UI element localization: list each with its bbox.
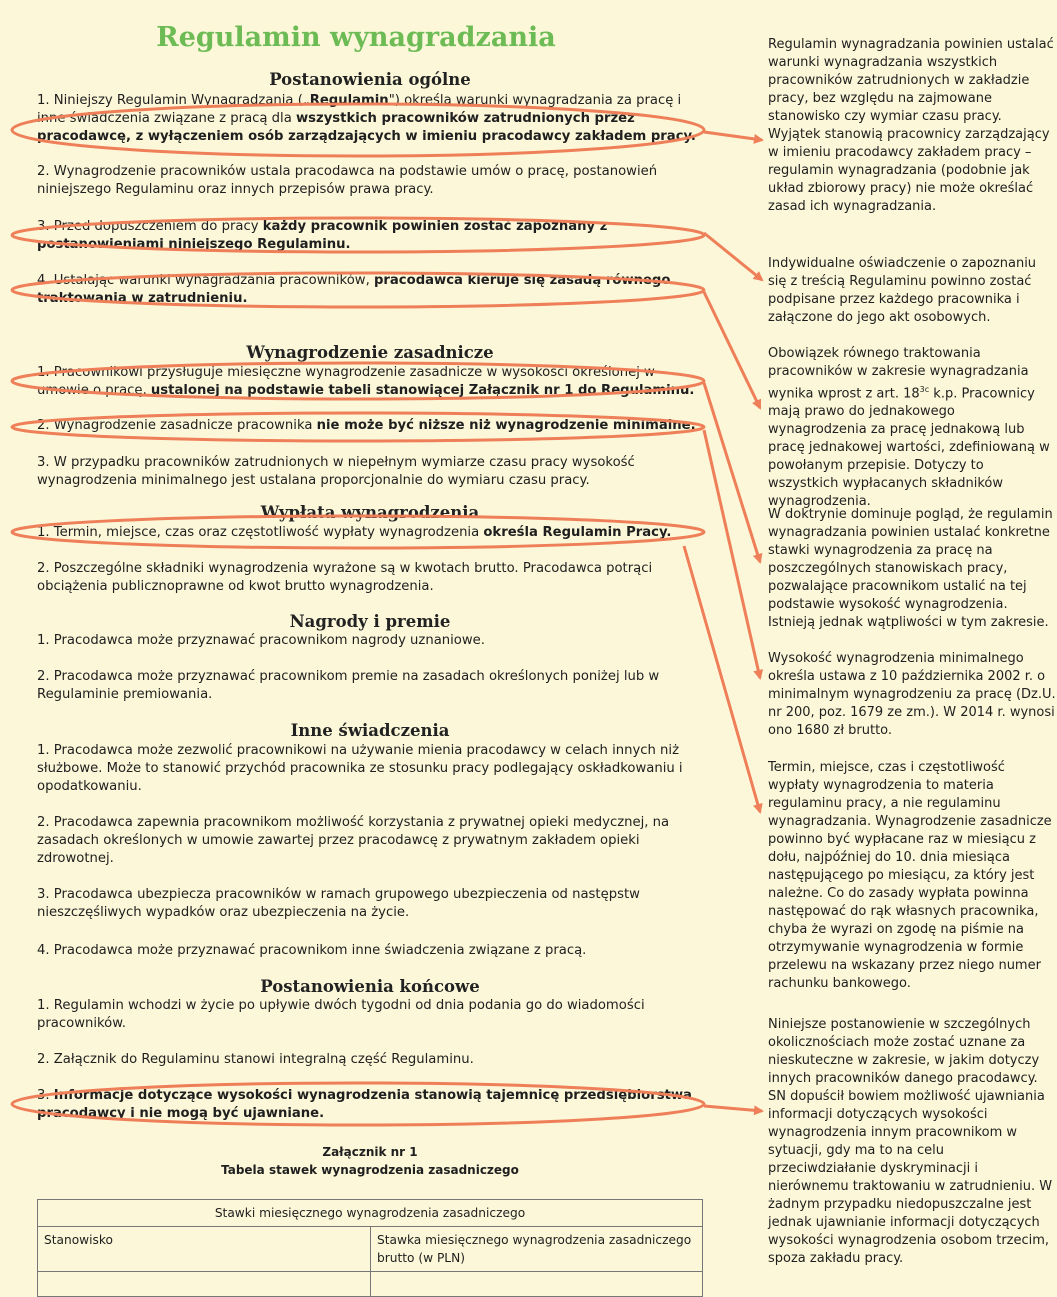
annotation-arrow bbox=[704, 430, 760, 678]
table-row bbox=[38, 1272, 703, 1297]
other-clause-1: 1. Pracodawca może zezwolić pracownikowi na używanie mienia pracodawcy w celach innych niż służbowe. Może to stanowić przychód pracownika ze stosunku pracy podlegający oskładkowaniu i opodatkowaniu. bbox=[37, 743, 683, 794]
annex-title: Tabela stawek wynagrodzenia zasadniczego bbox=[221, 1163, 519, 1177]
general-clause-1 bbox=[37, 92, 707, 146]
text-bold: Informacje dotyczące wysokości wynagrodzenia stanowią tajemnicę przedsiębiorstwa pracodawcy i nie mogą być ujawniane. bbox=[37, 1088, 692, 1121]
text: k.p. Pracownicy mają prawo do jednakowego wynagrodzenia za pracę jednakową lub pracę jednakowej wartości, zdefiniowaną w powołanym przepisie. Dotyczy to wszystkich wypłacanych składników wynagrodzenia. bbox=[768, 386, 1050, 510]
other-clause-3: 3. Pracodawca ubezpiecza pracowników w ramach grupowego ubezpieczenia od następstw nieszczęśliwych wypadków oraz ubezpieczenia na życie. bbox=[37, 887, 640, 920]
general-clause-4 bbox=[37, 272, 707, 308]
heading-other-benefits: Inne świadczenia bbox=[290, 721, 450, 740]
base-pay-clause-1 bbox=[37, 364, 707, 400]
superscript: 3c bbox=[919, 385, 930, 394]
document-title: Regulamin wynagradzania bbox=[156, 22, 556, 53]
awards-clause-2: 2. Pracodawca może przyznawać pracownikom premie na zasadach określonych poniżej lub w Regulaminie premiowania. bbox=[37, 669, 660, 702]
final-clause-3 bbox=[37, 1087, 707, 1123]
text-bold: Regulamin bbox=[309, 93, 389, 108]
annotation-arrow bbox=[704, 1106, 762, 1111]
base-pay-clause-3: 3. W przypadku pracowników zatrudnionych w niepełnym wymiarze czasu pracy wysokość wynagrodzenia minimalnego jest ustalana proporcjonalnie do wymiaru czasu pracy. bbox=[37, 455, 635, 488]
text-bold: pracodawca kieruje się zasadą równego traktowania w zatrudnieniu. bbox=[37, 273, 671, 306]
text: Obowiązek równego traktowania pracowników w zakresie wynagradzania wynika wprost z art. 18 bbox=[768, 346, 1029, 402]
text: 2. Wynagrodzenie zasadnicze pracownika bbox=[37, 418, 317, 433]
payment-clause-2: 2. Poszczególne składniki wynagrodzenia wyrażone są w kwotach brutto. Pracodawca potrąci obciążenia publicznoprawne od kwot brutto wynagrodzenia. bbox=[37, 561, 653, 594]
text: 1. Pracownikowi przysługuje miesięczne wynagrodzenie zasadnicze w wysokości określonej w umowie o pracę, bbox=[37, 365, 655, 398]
text: 3. bbox=[37, 1088, 54, 1103]
other-clause-4: 4. Pracodawca może przyznawać pracownikom inne świadczenia związane z pracą. bbox=[37, 943, 587, 958]
sidebar-note-payment-terms: Termin, miejsce, czas i częstotliwość wypłaty wynagrodzenia to materia regulaminu pracy, a nie regulaminu wynagradzania. Wynagrodzenie zasadnicze powinno być wypłacane raz w miesiącu z dołu, najpóźniej do 10. dnia miesiąca następującego po miesiącu, za który jest należne. Co do zasady wypłata powinna następować do rąk własnych pracownika, chyba że wyrazi on zgodę na piśmie na otrzymywanie wynagrodzenia w formie przelewu na wskazany przez niego numer rachunku bankowego. bbox=[768, 760, 1052, 991]
text: 1. Niniejszy Regulamin Wynagradzania („ bbox=[37, 93, 310, 108]
table-cell bbox=[38, 1272, 371, 1297]
heading-final: Postanowienia końcowe bbox=[260, 977, 480, 996]
table-row bbox=[38, 1200, 703, 1227]
awards-clause-1: 1. Pracodawca może przyznawać pracownikom nagrody uznaniowe. bbox=[37, 633, 485, 648]
table-row bbox=[38, 1227, 703, 1272]
payment-clause-1 bbox=[37, 524, 707, 542]
heading-general: Postanowienia ogólne bbox=[269, 70, 471, 89]
table-caption: Stawki miesięcznego wynagrodzenia zasadniczego bbox=[38, 1200, 703, 1227]
sidebar-note-acknowledgement: Indywidualne oświadczenie o zapoznaniu się z treścią Regulaminu powinno zostać podpisane przez każdego pracownika i załączone do jego akt osobowych. bbox=[768, 256, 1037, 325]
text: 4. Ustalając warunki wynagradzania pracowników, bbox=[37, 273, 374, 288]
text-bold: każdy pracownik powinien zostać zapoznany z postanowieniami niniejszego Regulaminu. bbox=[37, 219, 608, 252]
final-clause-2: 2. Załącznik do Regulaminu stanowi integralną część Regulaminu. bbox=[37, 1052, 474, 1067]
annotation-arrow bbox=[704, 233, 762, 280]
text-bold: ustalonej na podstawie tabeli stanowiącej Załącznik nr 1 do Regulaminu. bbox=[150, 383, 695, 398]
text-bold: nie może być niższe niż wynagrodzenie minimalne. bbox=[316, 418, 696, 433]
sidebar-note-pay-rates: W doktrynie dominuje pogląd, że regulamin wynagradzania powinien ustalać konkretne stawki wynagrodzenia za pracę na poszczególnych stanowiskach pracy, pozwalające pracownikom ustalić na tej podstawie wysokość wynagrodzenia. Istnieją jednak wątpliwości w tym zakresie. bbox=[768, 507, 1053, 630]
final-clause-1: 1. Regulamin wchodzi w życie po upływie dwóch tygodni od dnia podania go do wiadomości pracowników. bbox=[37, 998, 645, 1031]
general-clause-2: 2. Wynagrodzenie pracowników ustala pracodawca na podstawie umów o pracę, postanowień niniejszego Regulaminu oraz innych przepisów prawa pracy. bbox=[37, 164, 658, 197]
heading-awards: Nagrody i premie bbox=[289, 612, 451, 631]
text: 1. Termin, miejsce, czas oraz częstotliwość wypłaty wynagrodzenia bbox=[37, 525, 484, 540]
text-bold: określa Regulamin Pracy. bbox=[483, 525, 672, 540]
text-bold: wszystkich pracowników zatrudnionych przez pracodawcę, z wyłączeniem osób zarządzających w imieniu pracodawcy zakładem pracy. bbox=[37, 111, 696, 144]
sidebar-note-exclusions: Regulamin wynagradzania powinien ustalać warunki wynagradzania wszystkich pracowników zatrudnionych w zakładzie pracy, bez względu na zajmowane stanowisko czy wymiar czasu pracy. Wyjątek stanowią pracownicy zarządzający w imieniu pracodawcy zakładem pracy – regulamin wynagradzania (podobnie jak układ zbiorowy pracy) nie może określać zasad ich wynagradzania. bbox=[768, 37, 1054, 214]
annotation-arrow bbox=[704, 132, 762, 140]
text: 3. Przed dopuszczeniem do pracy bbox=[37, 219, 263, 234]
column-header-rate: Stawka miesięcznego wynagrodzenia zasadniczego brutto (w PLN) bbox=[371, 1227, 703, 1272]
rates-table bbox=[37, 1199, 703, 1297]
sidebar-note-minimum-wage: Wysokość wynagrodzenia minimalnego określa ustawa z 10 października 2002 r. o minimalnym wynagrodzeniu za pracę (Dz.U. nr 200, poz. 1679 ze zm.). W 2014 r. wynosi ono 1680 zł brutto. bbox=[768, 651, 1056, 738]
heading-base-pay: Wynagrodzenie zasadnicze bbox=[246, 343, 494, 362]
general-clause-3 bbox=[37, 218, 707, 254]
annex-label: Załącznik nr 1 bbox=[322, 1145, 418, 1159]
sidebar-note-confidentiality: Niniejsze postanowienie w szczególnych okolicznościach może zostać uznane za nieskuteczne w zakresie, w jakim dotyczy innych pracowników danego pracodawcy. SN dopuścił bowiem możliwość ujawniania informacji dotyczących wysokości wynagrodzenia innym pracownikom w sytuacji, gdy ma to na celu przeciwdziałanie dyskryminacji i nierównemu traktowaniu w zatrudnieniu. W żadnym przypadku niedopuszczalne jest jednak ujawnianie informacji dotyczących wysokości wynagrodzenia osobom trzecim, spoza zakładu pracy. bbox=[768, 1017, 1053, 1266]
heading-payment: Wypłata wynagrodzenia bbox=[260, 503, 480, 522]
base-pay-clause-2 bbox=[37, 417, 707, 435]
table-cell bbox=[371, 1272, 703, 1297]
annotation-arrow bbox=[704, 383, 760, 562]
text: ") określa warunki wynagradzania za pracę i inne świadczenia związane z pracą dla bbox=[37, 93, 682, 126]
other-clause-2: 2. Pracodawca zapewnia pracownikom możliwość korzystania z prywatnej opieki medycznej, na zasadach określonych w umowie zawartej przez pracodawcę z prywatnym zakładem opieki zdrowotnej. bbox=[37, 815, 670, 866]
sidebar-note-equal-treatment bbox=[768, 345, 1056, 511]
column-header-position: Stanowisko bbox=[38, 1227, 371, 1272]
